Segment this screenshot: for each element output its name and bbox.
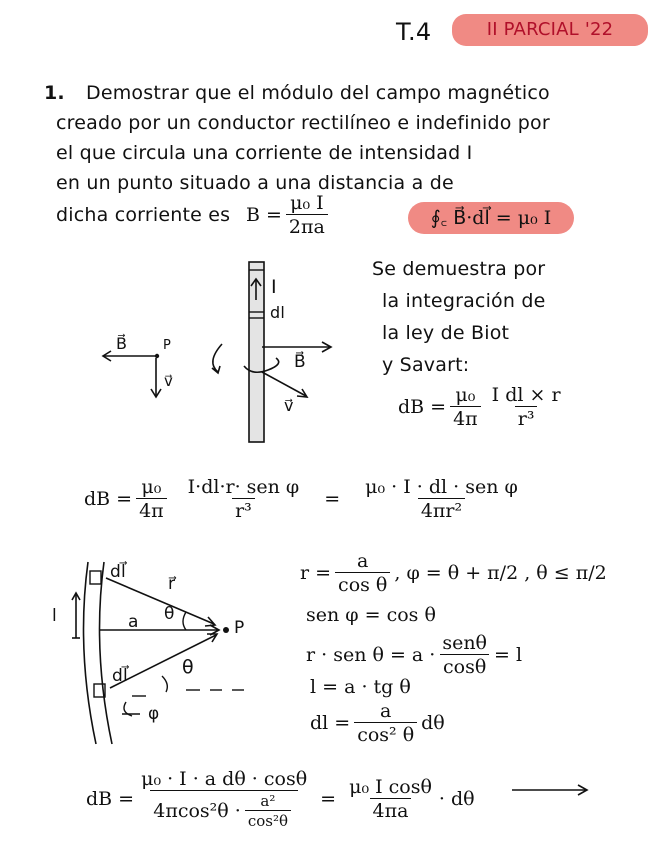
rel3-den: cosθ xyxy=(440,654,489,678)
fig2-label-phi: φ xyxy=(148,704,160,724)
result-num: μ₀ I xyxy=(290,192,324,214)
relation-l: l = a · tg θ xyxy=(310,676,411,698)
problem-line-4: en un punto situado a una distancia a de xyxy=(56,172,454,194)
rel5-rest: dθ xyxy=(421,712,445,734)
problem-line-2: creado por un conductor rectilíneo e indefinido por xyxy=(56,112,550,134)
final-rhs-den: 4πa xyxy=(370,798,412,822)
fig2-label-theta2: θ xyxy=(182,656,194,678)
eq2-rhs-den: 4πr² xyxy=(418,498,465,522)
final-den-a: 4πcos²θ · xyxy=(153,800,241,822)
ampere-law: ∮꜀ B⃗·dl⃗ = μ₀ I xyxy=(430,207,552,229)
problem-line-5: dicha corriente es xyxy=(56,204,231,226)
bs-num: I dl × r xyxy=(491,384,561,406)
rel5-lhs: dl = xyxy=(310,712,351,734)
final-equals: = xyxy=(320,788,337,810)
final-den-den: cos²θ xyxy=(245,810,291,830)
relation-sen-phi: sen φ = cos θ xyxy=(306,604,436,626)
rel3-num: senθ xyxy=(442,632,487,654)
fig1-label-dl: dl xyxy=(270,303,286,322)
final-den-num: a² xyxy=(260,792,276,810)
fig1-label-v-right: v⃗ xyxy=(284,396,294,415)
fig1-label-B-right: B⃗ xyxy=(294,352,306,372)
eq2-const-num: μ₀ xyxy=(141,476,162,498)
explanation-line-4: y Savart: xyxy=(382,354,470,376)
eq2-const-den: 4π xyxy=(136,498,167,522)
problem-line-1: Demostrar que el módulo del campo magnético xyxy=(86,82,550,104)
eq2-equals: = xyxy=(324,488,341,510)
fig2-label-dl-top: dl⃗ xyxy=(110,562,126,582)
rel1-lhs: r = xyxy=(300,562,332,584)
rel5-num: a xyxy=(380,700,392,722)
fig1-label-v-left: v⃗ xyxy=(164,372,174,390)
eq2-rhs-num: μ₀ · I · dl · sen φ xyxy=(365,476,518,498)
rel3-lhs: r · sen θ = a · xyxy=(306,644,436,666)
eq2-den: r³ xyxy=(232,498,255,522)
fig2-label-r: r⃗ xyxy=(168,574,176,594)
result-den: 2πa xyxy=(286,214,328,238)
bs-const-num: μ₀ xyxy=(455,384,476,406)
final-rhs-num: μ₀ I cosθ xyxy=(349,776,432,798)
fig2-label-a: a xyxy=(128,612,139,632)
fig2-label-dl-bottom: dl⃗ xyxy=(112,666,128,686)
explanation-line-2: la integración de xyxy=(382,290,546,312)
eq2-num: I·dl·r· sen φ xyxy=(187,476,300,498)
fig2-label-l: l xyxy=(52,606,57,626)
rel5-den: cos² θ xyxy=(354,722,417,746)
bs-den: r³ xyxy=(515,406,538,430)
rel3-rest: = l xyxy=(494,644,523,666)
explanation-line-3: la ley de Biot xyxy=(382,322,510,344)
eq2-lhs: dB = xyxy=(84,488,133,510)
fig2-label-theta: θ xyxy=(164,604,175,624)
problem-line-3: el que circula una corriente de intensidad I xyxy=(56,142,473,164)
final-num: μ₀ · I · a dθ · cosθ xyxy=(141,768,308,790)
result-lhs: B = xyxy=(246,204,282,226)
fig2-label-P: P xyxy=(234,618,245,638)
bs-lhs: dB = xyxy=(398,396,447,418)
exam-badge-text: II PARCIAL '22 xyxy=(486,19,614,40)
topic-label: T.4 xyxy=(396,18,432,46)
problem-number: 1. xyxy=(44,82,65,104)
fig1-label-B-left: B⃗ xyxy=(116,334,128,353)
rel1-rest: , φ = θ + π/2 , θ ≤ π/2 xyxy=(394,562,607,584)
fig1-label-I: I xyxy=(271,276,277,298)
fig1-label-P: P xyxy=(163,338,172,353)
explanation-line-1: Se demuestra por xyxy=(372,258,546,280)
final-tail: · dθ xyxy=(438,788,475,810)
final-lhs: dB = xyxy=(86,788,135,810)
rel1-den: cos θ xyxy=(335,572,390,596)
bs-const-den: 4π xyxy=(450,406,481,430)
rel1-num: a xyxy=(357,550,369,572)
